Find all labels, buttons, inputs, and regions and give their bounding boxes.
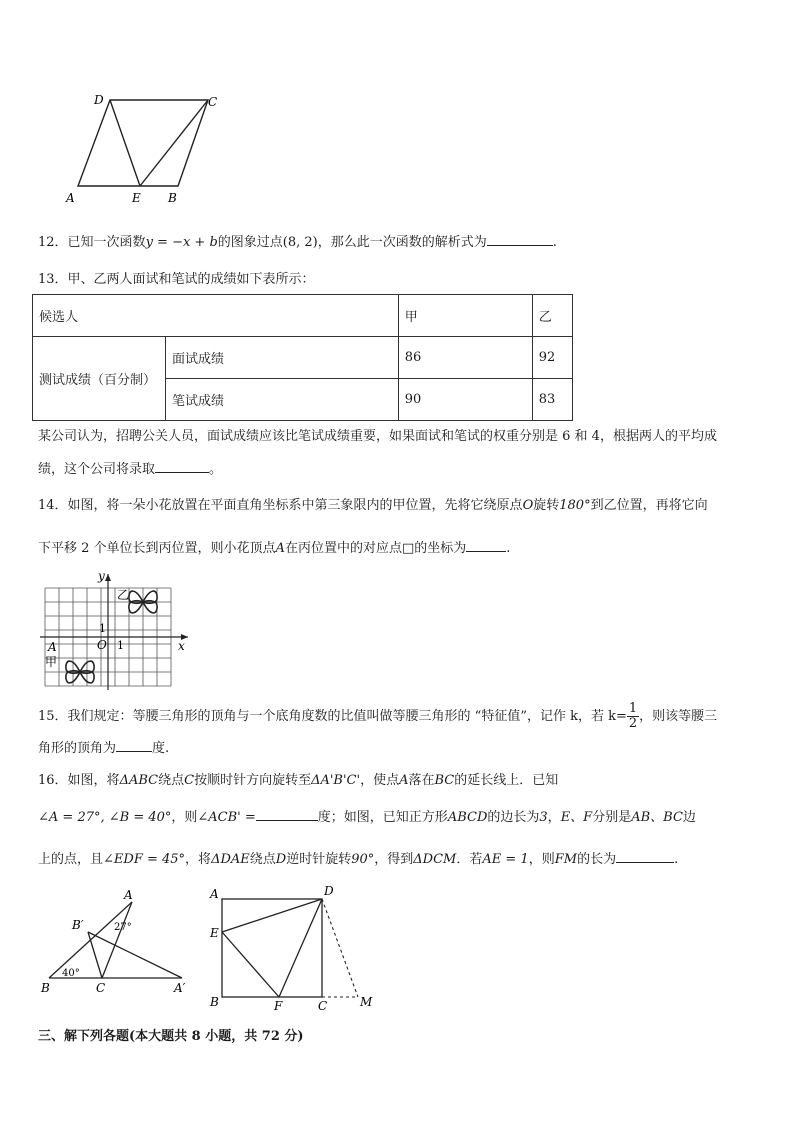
label-one-y: 1: [99, 622, 106, 635]
function-expression: y = −x + b: [145, 235, 218, 250]
label-C: C: [208, 95, 218, 109]
fraction-one-half: $\frac{1}{2}$: [628, 701, 638, 731]
header-candidate: 候选人: [33, 295, 399, 337]
label-y: y: [98, 569, 105, 583]
question-16-line-1: 16．如图，将ΔABC绕点C按顺时针方向旋转至ΔA'B'C'，使点A落在BC的延长线上．已知: [38, 773, 559, 788]
label-E: E: [132, 191, 141, 205]
question-13-text-1: 某公司认为，招聘公关人员，面试成绩应该比笔试成绩重要，如果面试和笔试的权重分别是 6 和 4，根据两人的平均成: [38, 429, 717, 444]
answer-blank-13[interactable]: [155, 460, 209, 473]
label-C: C: [318, 999, 328, 1013]
square-rotation-figure: [205, 882, 385, 1014]
label-A: A: [48, 640, 57, 654]
question-13-text-2: 绩，这个公司将录取 。: [38, 462, 223, 477]
label-F: F: [274, 999, 283, 1013]
row-label-interview: 面试成绩: [166, 337, 399, 379]
label-A: A: [210, 887, 219, 901]
label-B: B: [41, 981, 50, 995]
cell-yi-written: 83: [532, 379, 572, 421]
label-B: B: [168, 191, 177, 205]
label-A: A: [66, 191, 75, 205]
parallelogram-figure: [40, 84, 240, 208]
label-B: B: [210, 995, 219, 1009]
point: (8, 2): [282, 235, 318, 250]
question-15-line-1: 15．我们规定：等腰三角形的顶角与一个底角度数的比值叫做等腰三角形的 “特征值”，记作 k，若 k= $\frac{1}{2}$ ，则该等腰三: [38, 701, 718, 731]
label-A: A: [124, 888, 133, 902]
coordinate-grid-figure: [40, 566, 200, 690]
header-jia: 甲: [398, 295, 532, 337]
cell-jia-interview: 86: [398, 337, 532, 379]
question-14-line-1: 14．如图，将一朵小花放置在平面直角坐标系中第三象限内的甲位置，先将它绕原点O旋转180°到乙位置，再将它向: [38, 498, 708, 513]
header-yi: 乙: [532, 295, 572, 337]
score-table: [32, 294, 573, 421]
group-label: 测试成绩（百分制）: [33, 337, 166, 421]
question-16-line-3: 上的点，且∠EDF = 45°，将ΔDAE绕点D逆时针旋转90°，得到ΔDCM．若AE = 1，则FM的长为 .: [38, 852, 679, 867]
label-x: x: [178, 639, 185, 653]
answer-blank-15[interactable]: [116, 739, 152, 752]
row-label-written: 笔试成绩: [166, 379, 399, 421]
cell-jia-written: 90: [398, 379, 532, 421]
label-M: M: [360, 995, 373, 1009]
question-15-line-2: 角形的顶角为 度.: [38, 741, 170, 756]
question-12: 12．已知一次函数y = −x + b的图象过点(8, 2)，那么此一次函数的解析式为 .: [38, 235, 557, 250]
label-origin: O: [97, 638, 107, 652]
question-13-intro: 13．甲、乙两人面试和笔试的成绩如下表所示：: [38, 272, 315, 287]
cell-yi-interview: 92: [532, 337, 572, 379]
label-angle-40: 40°: [62, 968, 80, 979]
question-14-line-2: 下平移 2 个单位长到丙位置，则小花顶点A在丙位置中的对应点□的坐标为 .: [38, 541, 511, 556]
label-one-x: 1: [117, 639, 124, 652]
label-angle-27: 27°: [114, 922, 132, 933]
rotation-triangle-figure: [36, 888, 196, 1000]
label-yi: 乙: [117, 588, 130, 602]
label-C: C: [96, 981, 106, 995]
label-D: D: [94, 93, 104, 107]
answer-blank-16b[interactable]: [616, 850, 674, 863]
label-E: E: [210, 926, 219, 940]
label-jia: 甲: [45, 655, 58, 669]
section-3-title: 三、解下列各题(本大题共 8 小题，共 72 分): [38, 1029, 304, 1044]
answer-blank-16a[interactable]: [256, 808, 318, 821]
label-A-prime: A′: [174, 981, 186, 995]
label-B-prime: B′: [72, 918, 84, 932]
answer-blank-12[interactable]: [487, 233, 553, 246]
answer-blank-14[interactable]: [466, 539, 506, 552]
question-16-line-2: ∠A = 27°, ∠B = 40°，则∠ACB' = 度；如图，已知正方形ABCD的边长为3，E、F分别是AB、BC边: [38, 810, 696, 825]
label-D: D: [324, 884, 334, 898]
